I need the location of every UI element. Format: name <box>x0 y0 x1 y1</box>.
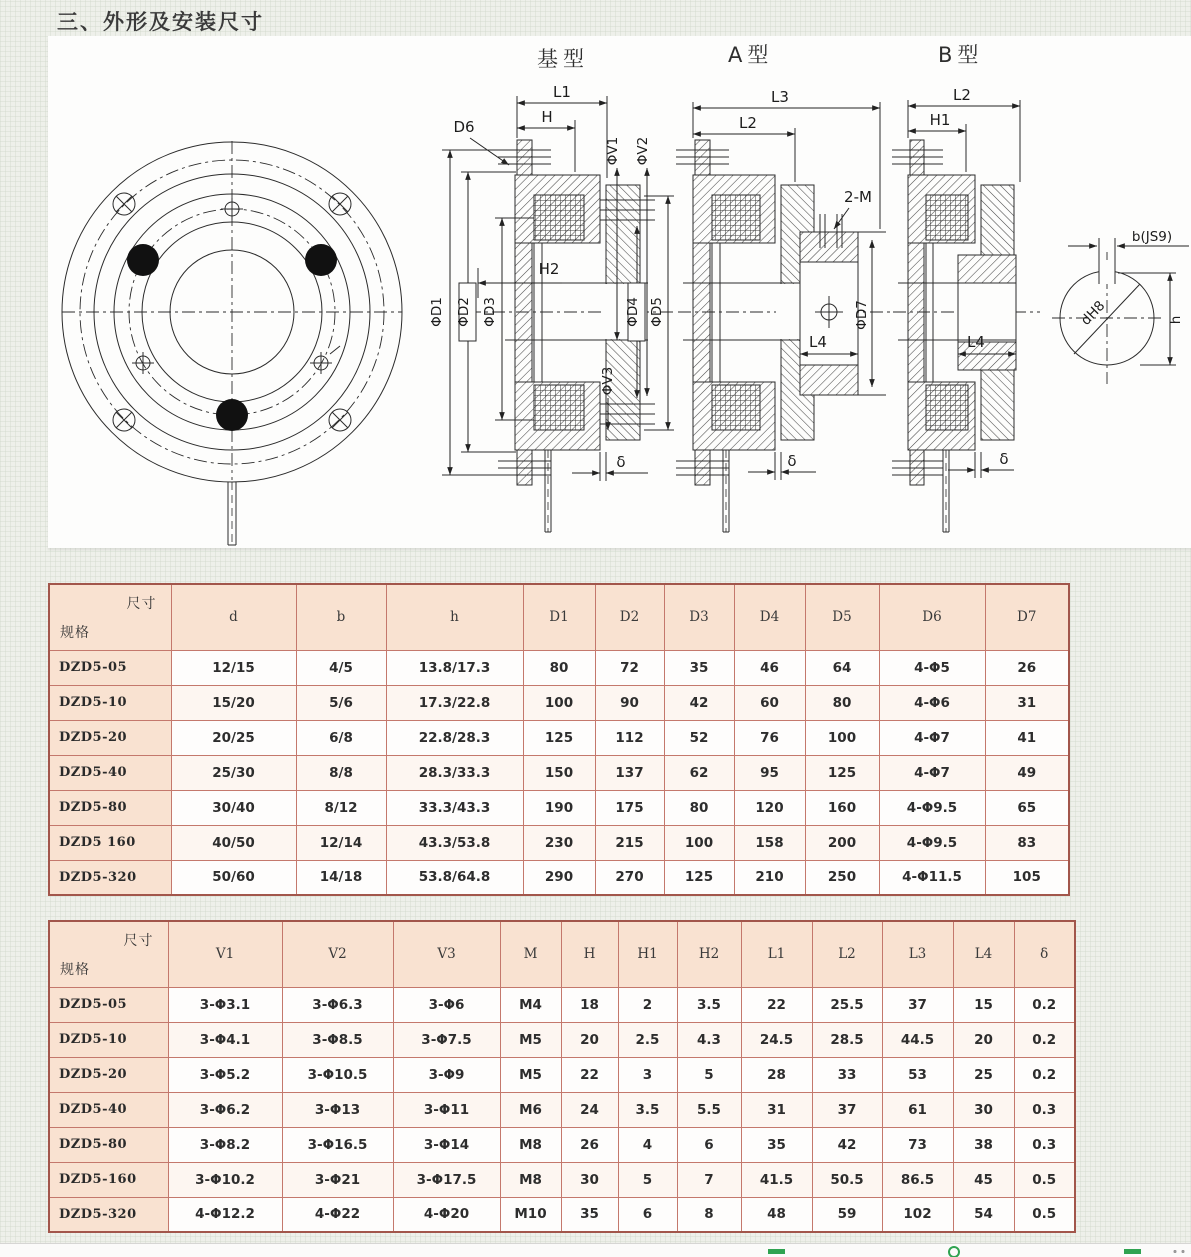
dimension-value-cell: 230 <box>523 825 595 860</box>
dimension-value-cell: 33.3/43.3 <box>386 790 523 825</box>
table-row <box>49 1197 1075 1232</box>
table-row <box>49 1127 1075 1162</box>
column-header-H: H <box>561 921 618 987</box>
dimension-value-cell: 0.3 <box>1014 1092 1075 1127</box>
dimension-value-cell: 0.3 <box>1014 1127 1075 1162</box>
dim-label-delta-b: δ <box>999 450 1009 468</box>
dimension-value-cell: 35 <box>664 650 734 685</box>
dimension-value-cell: 125 <box>805 755 879 790</box>
dim-label-phid3: ΦD3 <box>482 297 498 327</box>
variant-title-b: B型 <box>938 43 984 67</box>
dimension-value-cell: 35 <box>741 1127 812 1162</box>
column-header-D6: D6 <box>879 584 985 650</box>
dimension-value-cell: 5 <box>677 1057 741 1092</box>
dimension-value-cell: 42 <box>812 1127 882 1162</box>
dimension-value-cell: 175 <box>595 790 664 825</box>
bottom-strip <box>0 1243 1191 1257</box>
dimension-value-cell: 4-Φ7 <box>879 755 985 790</box>
dimension-value-cell: 53.8/64.8 <box>386 860 523 895</box>
dimension-value-cell: 65 <box>985 790 1069 825</box>
dimension-value-cell: 8 <box>677 1197 741 1232</box>
column-header-d: d <box>171 584 296 650</box>
dimension-value-cell: 3-Φ8.5 <box>282 1022 393 1057</box>
table-row <box>49 1022 1075 1057</box>
dimension-value-cell: 5 <box>618 1162 677 1197</box>
dim-label-phid1: ΦD1 <box>429 297 445 327</box>
dimension-value-cell: 3-Φ7.5 <box>393 1022 500 1057</box>
dimension-value-cell: 215 <box>595 825 664 860</box>
dimension-value-cell: 14/18 <box>296 860 386 895</box>
row-header-model: DZD5 160 <box>49 825 171 860</box>
dimension-value-cell: 7 <box>677 1162 741 1197</box>
column-header-h: h <box>386 584 523 650</box>
table-row <box>49 987 1075 1022</box>
row-header-model: DZD5-160 <box>49 1162 168 1197</box>
dim-label-l4-a: L4 <box>809 333 827 351</box>
dimension-value-cell: 37 <box>812 1092 882 1127</box>
dimension-value-cell: 4-Φ6 <box>879 685 985 720</box>
dim-label-phid4: ΦD4 <box>625 297 641 327</box>
front-view <box>62 141 402 545</box>
dim-label-phid2: ΦD2 <box>456 297 472 327</box>
row-header-model: DZD5-05 <box>49 987 168 1022</box>
table-row <box>49 1057 1075 1092</box>
dimension-value-cell: 17.3/22.8 <box>386 685 523 720</box>
column-header-L4: L4 <box>953 921 1014 987</box>
dimension-value-cell: 41 <box>985 720 1069 755</box>
dimension-value-cell: 13.8/17.3 <box>386 650 523 685</box>
dimension-value-cell: 46 <box>734 650 805 685</box>
dimension-value-cell: 3-Φ5.2 <box>168 1057 282 1092</box>
dimension-value-cell: 3-Φ11 <box>393 1092 500 1127</box>
dimension-value-cell: M4 <box>500 987 561 1022</box>
dim-label-phid7: ΦD7 <box>854 300 870 330</box>
column-header-L3: L3 <box>882 921 953 987</box>
table-row <box>49 685 1069 720</box>
dim-label-h-upper: H <box>541 108 553 126</box>
dim-label-phiv2: ΦV2 <box>635 136 651 166</box>
column-header-L1: L1 <box>741 921 812 987</box>
dimension-value-cell: 3.5 <box>618 1092 677 1127</box>
dimension-value-cell: 158 <box>734 825 805 860</box>
dimension-value-cell: M8 <box>500 1127 561 1162</box>
dimension-value-cell: 3-Φ10.2 <box>168 1162 282 1197</box>
dim-label-2m: 2-M <box>844 188 872 206</box>
row-header-model: DZD5-05 <box>49 650 171 685</box>
dimension-value-cell: 6 <box>677 1127 741 1162</box>
header-row <box>49 584 1069 650</box>
dimension-value-cell: 28 <box>741 1057 812 1092</box>
row-header-model: DZD5-320 <box>49 1197 168 1232</box>
dim-label-phiv3: ΦV3 <box>600 366 616 396</box>
dimension-value-cell: 40/50 <box>171 825 296 860</box>
dimension-value-cell: 90 <box>595 685 664 720</box>
dimension-value-cell: 38 <box>953 1127 1014 1162</box>
dimension-value-cell: M10 <box>500 1197 561 1232</box>
dimension-value-cell: 4-Φ9.5 <box>879 790 985 825</box>
dimension-value-cell: 24 <box>561 1092 618 1127</box>
dimension-value-cell: 0.2 <box>1014 1057 1075 1092</box>
dimension-value-cell: 8/12 <box>296 790 386 825</box>
dimension-value-cell: 4/5 <box>296 650 386 685</box>
dimension-value-cell: 160 <box>805 790 879 825</box>
dimension-value-cell: 8/8 <box>296 755 386 790</box>
dimension-value-cell: 4-Φ9.5 <box>879 825 985 860</box>
dimension-value-cell: 102 <box>882 1197 953 1232</box>
column-header-D5: D5 <box>805 584 879 650</box>
dimension-value-cell: 30/40 <box>171 790 296 825</box>
table-row <box>49 1092 1075 1127</box>
dimension-value-cell: 100 <box>664 825 734 860</box>
table-row <box>49 650 1069 685</box>
dim-label-l2-a: L2 <box>739 114 757 132</box>
dimension-value-cell: 62 <box>664 755 734 790</box>
row-header-model: DZD5-20 <box>49 720 171 755</box>
column-header-D1: D1 <box>523 584 595 650</box>
corner-label-dimension: 尺寸 <box>126 596 157 612</box>
dimension-table-2-grid <box>48 920 1076 1233</box>
dimension-value-cell: 6/8 <box>296 720 386 755</box>
dimension-value-cell: 4.3 <box>677 1022 741 1057</box>
row-header-model: DZD5-10 <box>49 1022 168 1057</box>
dimension-value-cell: 43.3/53.8 <box>386 825 523 860</box>
column-header-L2: L2 <box>812 921 882 987</box>
dimension-value-cell: 45 <box>953 1162 1014 1197</box>
dimension-value-cell: 15 <box>953 987 1014 1022</box>
dimension-value-cell: 72 <box>595 650 664 685</box>
dimension-value-cell: 20 <box>953 1022 1014 1057</box>
dimension-value-cell: 73 <box>882 1127 953 1162</box>
column-header-b: b <box>296 584 386 650</box>
dimension-value-cell: 3-Φ9 <box>393 1057 500 1092</box>
dimension-value-cell: 48 <box>741 1197 812 1232</box>
dimension-value-cell: 26 <box>561 1127 618 1162</box>
dimension-value-cell: 3 <box>618 1057 677 1092</box>
column-header-D4: D4 <box>734 584 805 650</box>
dimension-value-cell: M5 <box>500 1022 561 1057</box>
dimension-value-cell: 37 <box>882 987 953 1022</box>
dimension-value-cell: 0.2 <box>1014 1022 1075 1057</box>
dimension-value-cell: 3-Φ3.1 <box>168 987 282 1022</box>
dimension-value-cell: 25.5 <box>812 987 882 1022</box>
column-header-D3: D3 <box>664 584 734 650</box>
header-row <box>49 921 1075 987</box>
corner-label-model: 规格 <box>60 624 90 641</box>
dim-label-d6: D6 <box>453 118 475 136</box>
dimension-table-2 <box>48 920 1076 1233</box>
dimension-value-cell: 30 <box>953 1092 1014 1127</box>
table-row <box>49 825 1069 860</box>
dimension-value-cell: 5.5 <box>677 1092 741 1127</box>
dimension-value-cell: 49 <box>985 755 1069 790</box>
dimension-value-cell: 100 <box>805 720 879 755</box>
dimension-value-cell: 59 <box>812 1197 882 1232</box>
dimension-value-cell: 41.5 <box>741 1162 812 1197</box>
dimension-value-cell: 0.5 <box>1014 1197 1075 1232</box>
variant-title-base: 基型 <box>537 47 589 71</box>
dimension-value-cell: 3-Φ6.3 <box>282 987 393 1022</box>
dimension-value-cell: 3-Φ4.1 <box>168 1022 282 1057</box>
dimension-value-cell: 4-Φ7 <box>879 720 985 755</box>
dimension-value-cell: 33 <box>812 1057 882 1092</box>
column-header-V1: V1 <box>168 921 282 987</box>
dimension-value-cell: 2 <box>618 987 677 1022</box>
dimension-value-cell: 200 <box>805 825 879 860</box>
dimension-value-cell: 20 <box>561 1022 618 1057</box>
dimension-value-cell: M8 <box>500 1162 561 1197</box>
dimension-value-cell: 61 <box>882 1092 953 1127</box>
column-header-V2: V2 <box>282 921 393 987</box>
dimension-value-cell: 4-Φ20 <box>393 1197 500 1232</box>
section-base-type <box>429 47 676 532</box>
dimension-value-cell: 125 <box>523 720 595 755</box>
dimension-value-cell: 18 <box>561 987 618 1022</box>
column-header-D7: D7 <box>985 584 1069 650</box>
corner-label-dimension: 尺寸 <box>123 933 154 949</box>
corner-label-model: 规格 <box>60 961 90 978</box>
dimension-value-cell: 3-Φ6.2 <box>168 1092 282 1127</box>
dimension-value-cell: 60 <box>734 685 805 720</box>
column-header-H2: H2 <box>677 921 741 987</box>
dimension-value-cell: 44.5 <box>882 1022 953 1057</box>
dimension-value-cell: 25/30 <box>171 755 296 790</box>
dim-label-h-keyway: h <box>1168 315 1184 325</box>
green-ring-icon <box>948 1246 960 1257</box>
dimension-value-cell: 53 <box>882 1057 953 1092</box>
dimension-value-cell: 290 <box>523 860 595 895</box>
dimension-value-cell: 31 <box>741 1092 812 1127</box>
row-header-model: DZD5-20 <box>49 1057 168 1092</box>
dim-label-bjs9: b(JS9) <box>1131 229 1173 245</box>
lead-wire <box>228 482 236 545</box>
dimension-value-cell: 54 <box>953 1197 1014 1232</box>
dimension-value-cell: 95 <box>734 755 805 790</box>
dim-label-phid5: ΦD5 <box>649 297 665 327</box>
technical-drawing <box>0 0 1191 560</box>
dimension-value-cell: 35 <box>561 1197 618 1232</box>
dim-label-l3: L3 <box>771 88 789 106</box>
dimension-value-cell: 76 <box>734 720 805 755</box>
dimension-value-cell: 80 <box>664 790 734 825</box>
dimension-value-cell: 3-Φ17.5 <box>393 1162 500 1197</box>
dimension-value-cell: M6 <box>500 1092 561 1127</box>
dimension-value-cell: 52 <box>664 720 734 755</box>
dimension-value-cell: 42 <box>664 685 734 720</box>
keyway-detail <box>1052 229 1189 384</box>
dimension-value-cell: 20/25 <box>171 720 296 755</box>
dimension-value-cell: 31 <box>985 685 1069 720</box>
green-dash-icon <box>1124 1249 1141 1254</box>
dimension-value-cell: 4 <box>618 1127 677 1162</box>
dimension-value-cell: 64 <box>805 650 879 685</box>
dimension-table-1-grid <box>48 583 1070 896</box>
dim-label-l1: L1 <box>553 83 571 101</box>
dimension-value-cell: 15/20 <box>171 685 296 720</box>
dimension-value-cell: 2.5 <box>618 1022 677 1057</box>
dimension-value-cell: 4-Φ12.2 <box>168 1197 282 1232</box>
section-b-type <box>892 43 1040 532</box>
dimension-value-cell: 4-Φ11.5 <box>879 860 985 895</box>
dimension-value-cell: 86.5 <box>882 1162 953 1197</box>
dim-label-l2-b: L2 <box>953 86 971 104</box>
dim-label-delta-base: δ <box>616 453 626 471</box>
dimension-value-cell: 3.5 <box>677 987 741 1022</box>
dim-label-dh8: dH8 <box>1077 297 1109 329</box>
dimension-value-cell: 12/15 <box>171 650 296 685</box>
table-row <box>49 860 1069 895</box>
dimension-value-cell: 3-Φ16.5 <box>282 1127 393 1162</box>
dimension-value-cell: 3-Φ8.2 <box>168 1127 282 1162</box>
dimension-value-cell: 24.5 <box>741 1022 812 1057</box>
dimension-value-cell: 22 <box>561 1057 618 1092</box>
section-a-type <box>676 43 894 532</box>
dimension-value-cell: 28.3/33.3 <box>386 755 523 790</box>
table-row <box>49 790 1069 825</box>
row-header-model: DZD5-80 <box>49 790 171 825</box>
column-header-H1: H1 <box>618 921 677 987</box>
dimension-value-cell: 3-Φ6 <box>393 987 500 1022</box>
column-header-δ: δ <box>1014 921 1075 987</box>
dim-label-h2: H2 <box>538 260 560 278</box>
row-header-model: DZD5-40 <box>49 1092 168 1127</box>
dimension-value-cell: 22.8/28.3 <box>386 720 523 755</box>
table-row <box>49 720 1069 755</box>
row-header-model: DZD5-40 <box>49 755 171 790</box>
dimension-value-cell: 3-Φ14 <box>393 1127 500 1162</box>
dimension-value-cell: 250 <box>805 860 879 895</box>
dimension-value-cell: 125 <box>664 860 734 895</box>
dimension-value-cell: 30 <box>561 1162 618 1197</box>
dimension-value-cell: 4-Φ5 <box>879 650 985 685</box>
dimension-value-cell: 28.5 <box>812 1022 882 1057</box>
dimension-value-cell: 22 <box>741 987 812 1022</box>
dimension-value-cell: 270 <box>595 860 664 895</box>
dimension-value-cell: 80 <box>805 685 879 720</box>
row-header-model: DZD5-10 <box>49 685 171 720</box>
dim-label-delta-a: δ <box>787 452 797 470</box>
dimension-value-cell: 112 <box>595 720 664 755</box>
dimension-value-cell: 26 <box>985 650 1069 685</box>
variant-title-a: A型 <box>728 43 774 67</box>
corner-cell <box>49 584 171 650</box>
table-row <box>49 1162 1075 1197</box>
row-header-model: DZD5-80 <box>49 1127 168 1162</box>
dimension-value-cell: 137 <box>595 755 664 790</box>
dimension-table-1 <box>48 583 1070 896</box>
gray-dots-icon <box>1172 1250 1191 1253</box>
dimension-value-cell: 0.5 <box>1014 1162 1075 1197</box>
dimension-value-cell: 12/14 <box>296 825 386 860</box>
dim-label-h1: H1 <box>929 111 951 129</box>
dimension-value-cell: 80 <box>523 650 595 685</box>
dimension-value-cell: 120 <box>734 790 805 825</box>
dimension-value-cell: 100 <box>523 685 595 720</box>
page-title: 三、外形及安装尺寸 <box>57 10 264 34</box>
dimension-value-cell: 3-Φ13 <box>282 1092 393 1127</box>
dimension-value-cell: 0.2 <box>1014 987 1075 1022</box>
dimension-value-cell: 210 <box>734 860 805 895</box>
dimension-value-cell: 83 <box>985 825 1069 860</box>
dimension-value-cell: 3-Φ10.5 <box>282 1057 393 1092</box>
column-header-M: M <box>500 921 561 987</box>
dimension-value-cell: 150 <box>523 755 595 790</box>
dimension-value-cell: 3-Φ21 <box>282 1162 393 1197</box>
column-header-D2: D2 <box>595 584 664 650</box>
dim-label-phiv1: ΦV1 <box>605 136 621 166</box>
dimension-value-cell: 5/6 <box>296 685 386 720</box>
dimension-value-cell: 4-Φ22 <box>282 1197 393 1232</box>
row-header-model: DZD5-320 <box>49 860 171 895</box>
column-header-V3: V3 <box>393 921 500 987</box>
dimension-value-cell: 105 <box>985 860 1069 895</box>
dimension-value-cell: 6 <box>618 1197 677 1232</box>
table-row <box>49 755 1069 790</box>
corner-cell <box>49 921 168 987</box>
dimension-value-cell: 50.5 <box>812 1162 882 1197</box>
dimension-value-cell: 50/60 <box>171 860 296 895</box>
green-dash-icon <box>768 1249 785 1254</box>
tapped-holes <box>132 198 340 374</box>
dim-label-l4-b: L4 <box>967 333 985 351</box>
dimension-value-cell: M5 <box>500 1057 561 1092</box>
dimension-value-cell: 190 <box>523 790 595 825</box>
dimension-value-cell: 25 <box>953 1057 1014 1092</box>
